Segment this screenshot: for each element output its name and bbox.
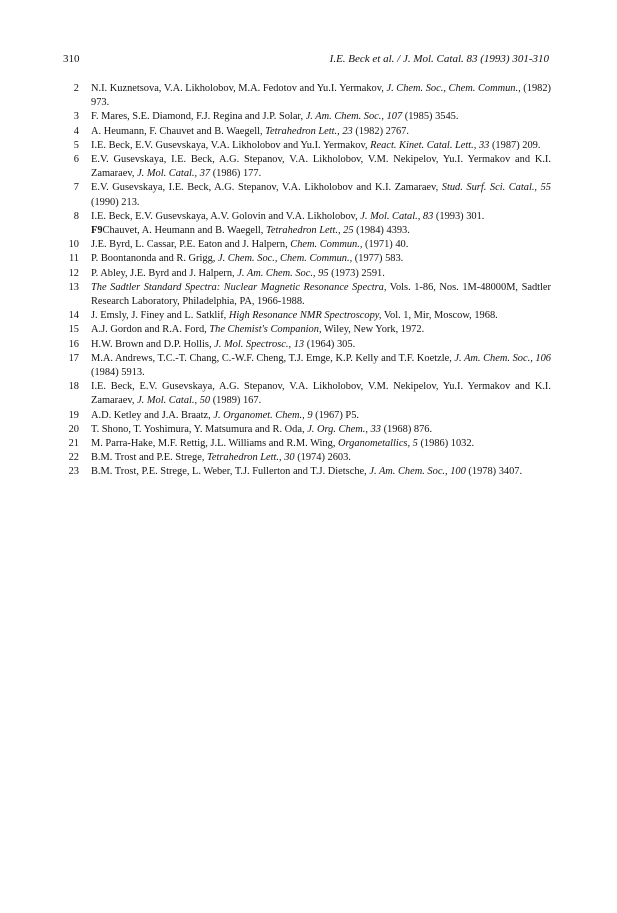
reference-number: 7: [73, 182, 79, 194]
reference-text: [91, 210, 551, 224]
reference-text: [91, 423, 551, 437]
reference-journal: The Chemist's Companion,: [209, 324, 322, 336]
reference-item: [63, 267, 551, 281]
reference-segment: (1984) 4393.: [353, 225, 410, 237]
reference-segment: Vol. 1, Mir, Moscow, 1968.: [381, 310, 498, 322]
reference-segment: B.M. Trost and P.E. Strege,: [91, 452, 208, 464]
reference-item: [63, 309, 551, 323]
reference-segment: H.W. Brown and D.P. Hollis,: [91, 338, 215, 350]
reference-segment: N.I. Kuznetsova, V.A. Likholobov, M.A. Fedotov and Yu.I. Yermakov,: [91, 83, 387, 94]
reference-journal: High Resonance NMR Spectroscopy,: [228, 310, 382, 322]
reference-item: [63, 409, 551, 423]
reference-number: 4: [73, 125, 79, 137]
reference-segment: P. Abley, J.E. Byrd and J. Halpern,: [91, 267, 238, 279]
reference-segment: (1973) 2591.: [328, 267, 385, 279]
reference-journal: Organometallics, 5: [338, 438, 418, 450]
reference-number: 17: [68, 352, 79, 364]
reference-text: [91, 465, 551, 479]
reference-number: 10: [68, 239, 79, 251]
reference-text: [91, 352, 551, 380]
reference-journal: J. Am. Chem. Soc., 95: [237, 267, 329, 279]
reference-text: [91, 139, 551, 153]
reference-segment: F9: [91, 225, 103, 237]
reference-segment: J.E. Byrd, L. Cassar, P.E. Eaton and J. Halpern,: [91, 239, 291, 251]
reference-segment: J. Emsly, J. Finey and L. Satklif,: [91, 310, 229, 322]
reference-journal: J. Mol. Catal., 37: [137, 168, 211, 180]
reference-text: [91, 451, 551, 465]
reference-text: [91, 238, 551, 252]
reference-segment: I.E. Beck, E.V. Gusevskaya, A.V. Golovin and V.A. Likholobov,: [91, 210, 361, 222]
reference-text: [91, 409, 551, 423]
reference-text: [91, 281, 551, 309]
page-number: 310: [63, 53, 80, 65]
reference-segment: P. Boontanonda and R. Grigg,: [91, 253, 218, 265]
reference-segment: (1967) P5.: [312, 409, 359, 421]
reference-number: 20: [68, 423, 79, 435]
reference-text: [91, 267, 551, 281]
reference-number: 18: [68, 381, 79, 393]
reference-text: [91, 338, 551, 352]
reference-text: [91, 309, 551, 323]
reference-number: 13: [68, 281, 79, 293]
reference-text: [91, 153, 551, 181]
reference-segment: (1990) 213.: [91, 196, 140, 208]
reference-journal: Stud. Surf. Sci. Catal., 55: [441, 182, 551, 194]
reference-segment: (1986) 1032.: [417, 438, 475, 450]
reference-segment: I.E. Beck, E.V. Gusevskaya, V.A. Likholobov and Yu.I. Yermakov,: [91, 139, 371, 151]
reference-journal: React. Kinet. Catal. Lett., 33: [370, 139, 490, 151]
reference-number: 22: [68, 452, 79, 464]
reference-item: [63, 338, 551, 352]
reference-item: [63, 423, 551, 437]
reference-journal: Tetrahedron Lett., 30: [207, 452, 295, 464]
reference-journal: J. Chem. Soc., Chem. Commun.,: [386, 83, 521, 94]
reference-segment: (1974) 2603.: [294, 452, 351, 464]
reference-segment: (1978) 3407.: [465, 466, 523, 478]
reference-number: 8: [73, 210, 79, 222]
reference-journal: Tetrahedron Lett., 23: [265, 125, 353, 137]
reference-journal: J. Mol. Catal., 83: [360, 210, 434, 222]
reference-number: 3: [73, 111, 79, 123]
reference-segment: A.D. Ketley and J.A. Braatz,: [91, 409, 214, 421]
reference-item: [63, 210, 551, 224]
reference-journal: J. Org. Chem., 33: [307, 423, 381, 435]
reference-number: 21: [68, 438, 79, 450]
reference-item: [63, 252, 551, 266]
reference-item: [63, 238, 551, 252]
reference-item: [63, 437, 551, 451]
reference-journal: J. Am. Chem. Soc., 100: [369, 466, 466, 478]
reference-segment: (1993) 301.: [433, 210, 485, 222]
reference-number: 19: [68, 409, 79, 421]
reference-number: 11: [68, 253, 79, 265]
reference-text: [91, 181, 551, 209]
reference-segment: A.J. Gordon and R.A. Ford,: [91, 324, 210, 336]
reference-segment: M.A. Andrews, T.C.-T. Chang, C.-W.F. Cheng, T.J. Emge, K.P. Kelly and T.F. Koetzle,: [91, 352, 455, 364]
reference-journal: The Sadtler Standard Spectra: Nuclear Magnetic Resonance Spectra,: [91, 281, 387, 293]
page-header: [63, 53, 549, 67]
reference-journal: J. Mol. Spectrosc., 13: [214, 338, 305, 350]
reference-segment: (1986) 177.: [210, 168, 262, 180]
reference-segment: (1985) 3545.: [402, 111, 459, 123]
reference-segment: (1984) 5913.: [91, 367, 145, 379]
reference-number: 14: [68, 310, 79, 322]
reference-text: [91, 323, 551, 337]
reference-segment: Vols. 1-86, Nos. 1M-48000M, Sadtler Research Laboratory, Philadelphia, PA, 1966-1988.: [91, 281, 552, 308]
reference-item: [63, 82, 551, 110]
reference-item: [63, 181, 551, 209]
reference-segment: T. Shono, T. Yoshimura, Y. Matsumura and R. Oda,: [91, 423, 308, 435]
reference-segment: (1968) 876.: [380, 423, 433, 435]
reference-segment: Chauvet, A. Heumann and B. Waegell,: [102, 225, 267, 237]
reference-segment: (1982) 973.: [91, 83, 551, 109]
reference-journal: J. Chem. Soc., Chem. Commun.,: [218, 253, 353, 265]
reference-number: 15: [68, 324, 79, 336]
reference-text: [91, 82, 551, 110]
reference-segment: (1971) 40.: [362, 239, 409, 251]
reference-text: [91, 110, 551, 124]
reference-text: [91, 252, 551, 266]
reference-number: 12: [68, 267, 79, 279]
reference-segment: E.V. Gusevskaya, I.E. Beck, A.G. Stepanov, V.A. Likholobov, V.M. Nekipelov, Yu.I. Yermakov and K.I. Zamaraev,: [91, 154, 551, 180]
reference-text: [91, 224, 551, 238]
reference-list: [63, 82, 551, 480]
reference-journal: Tetrahedron Lett., 25: [266, 225, 354, 237]
reference-text: [91, 380, 551, 408]
reference-number: 16: [68, 338, 79, 350]
reference-item: [63, 323, 551, 337]
reference-journal: J. Am. Chem. Soc., 107: [305, 111, 403, 123]
reference-segment: (1987) 209.: [489, 139, 541, 151]
reference-segment: M. Parra-Hake, M.F. Rettig, J.L. Williams and R.M. Wing,: [91, 438, 339, 450]
reference-journal: J. Organomet. Chem., 9: [213, 409, 313, 421]
reference-segment: F. Mares, S.E. Diamond, F.J. Regina and J.P. Solar,: [91, 111, 306, 123]
reference-item: [63, 451, 551, 465]
reference-segment: Wiley, New York, 1972.: [321, 324, 425, 336]
reference-segment: (1989) 167.: [210, 395, 262, 407]
reference-segment: A. Heumann, F. Chauvet and B. Waegell,: [91, 125, 266, 137]
reference-item: [63, 352, 551, 380]
reference-journal: J. Am. Chem. Soc., 106: [454, 352, 551, 364]
reference-segment: (1977) 583.: [352, 253, 404, 265]
reference-number: 2: [73, 83, 79, 94]
reference-text: [91, 125, 551, 139]
reference-item: [63, 153, 551, 181]
reference-item: [63, 125, 551, 139]
reference-segment: B.M. Trost, P.E. Strege, L. Weber, T.J. Fullerton and T.J. Dietsche,: [91, 466, 370, 478]
reference-segment: E.V. Gusevskaya, I.E. Beck, A.G. Stepanov, V.A. Likholobov and K.I. Zamaraev,: [91, 182, 442, 194]
reference-item: [63, 281, 551, 309]
reference-item: [63, 465, 551, 479]
reference-journal: Chem. Commun.,: [290, 239, 363, 251]
reference-number: 6: [73, 154, 79, 166]
reference-number: 5: [73, 139, 79, 151]
reference-item: [63, 110, 551, 124]
reference-segment: I.E. Beck, E.V. Gusevskaya, A.G. Stepanov, V.A. Likholobov, V.M. Nekipelov, Yu.I. Yermakov and K.I. Zamaraev,: [91, 381, 551, 407]
reference-number: 23: [68, 466, 79, 478]
reference-text: [91, 437, 551, 451]
running-head: I.E. Beck et al. / J. Mol. Catal. 83 (1993) 301-310: [329, 53, 549, 65]
reference-segment: (1964) 305.: [304, 338, 356, 350]
reference-journal: J. Mol. Catal., 50: [137, 395, 211, 407]
reference-item: [63, 224, 551, 238]
reference-segment: (1982) 2767.: [352, 125, 410, 137]
reference-item: [63, 380, 551, 408]
reference-item: [63, 139, 551, 153]
